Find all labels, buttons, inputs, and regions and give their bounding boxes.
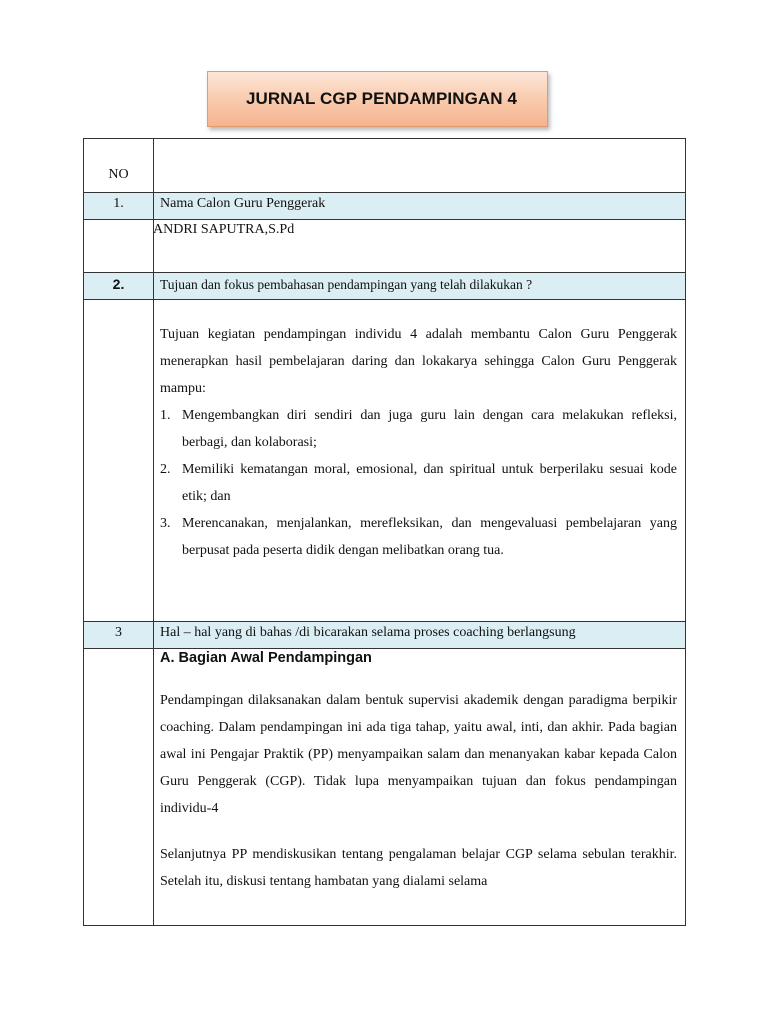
list-item-text: Memiliki kematangan moral, emosional, dan spiritual untuk berperilaku sesuai kode etik; dan (182, 462, 677, 504)
section-heading: A. Bagian Awal Pendampingan (160, 650, 372, 666)
row-1-number: 1. (113, 196, 124, 211)
paragraph-awal: Pendampingan dilaksanakan dalam bentuk supervisi akademik dengan paradigma berpikir coaching. Dalam pendampingan ini ada tiga tahap, yaitu awal, inti, dan akhir. Pada bagian awal ini Pengajar Praktik (PP) menyampaikan salam dan menanyakan kabar kepada Calon Guru Penggerak (CGP). Tidak lupa menyampaikan tujuan dan fokus pendampingan individu-4 (160, 693, 677, 816)
table-row-3-content (84, 648, 685, 927)
list-item (160, 456, 677, 510)
table-row-2-content (84, 299, 685, 621)
row-2-number: 2. (112, 276, 125, 292)
list-item-number: 2. (160, 462, 171, 477)
header-no: NO (108, 167, 129, 182)
row-1-label: Nama Calon Guru Penggerak (160, 196, 326, 211)
column-divider (153, 139, 154, 925)
row-2-body (160, 321, 677, 564)
list-item-text: Merencanakan, menjalankan, merefleksikan, dan mengevaluasi pembelajaran yang berpusat pada peserta didik dengan melibatkan orang tua. (182, 516, 677, 558)
row-2-label: Tujuan dan fokus pembahasan pendampingan yang telah dilakukan ? (160, 277, 533, 292)
tujuan-list (160, 402, 677, 564)
list-item-number: 1. (160, 408, 171, 423)
calon-guru-name: ANDRI SAPUTRA,S.Pd (153, 222, 295, 237)
table-row-1-label (84, 192, 685, 219)
tujuan-intro: Tujuan kegiatan pendampingan individu 4 adalah membantu Calon Guru Penggerak menerapkan hasil pembelajaran daring dan lokakarya sehingga Calon Guru Penggerak mampu: (160, 327, 677, 396)
list-item-text: Mengembangkan diri sendiri dan juga guru lain dengan cara melakukan refleksi, berbagi, dan kolaborasi; (182, 408, 677, 450)
journal-table (83, 138, 686, 926)
list-item (160, 402, 677, 456)
row-3-label: Hal – hal yang di bahas /di bicarakan selama proses coaching berlangsung (160, 625, 576, 640)
document-title-box (207, 71, 548, 127)
table-row-2-label (84, 272, 685, 299)
table-row-1-value (84, 219, 685, 272)
document-title: JURNAL CGP PENDAMPINGAN 4 (245, 89, 518, 108)
table-row-3-label (84, 621, 685, 648)
paragraph-selanjutnya: Selanjutnya PP mendiskusikan tentang pengalaman belajar CGP selama sebulan terakhir. Setelah itu, diskusi tentang hambatan yang dialami selama (160, 847, 677, 889)
row-3-number: 3 (115, 625, 122, 640)
list-item (160, 510, 677, 564)
list-item-number: 3. (160, 516, 171, 531)
